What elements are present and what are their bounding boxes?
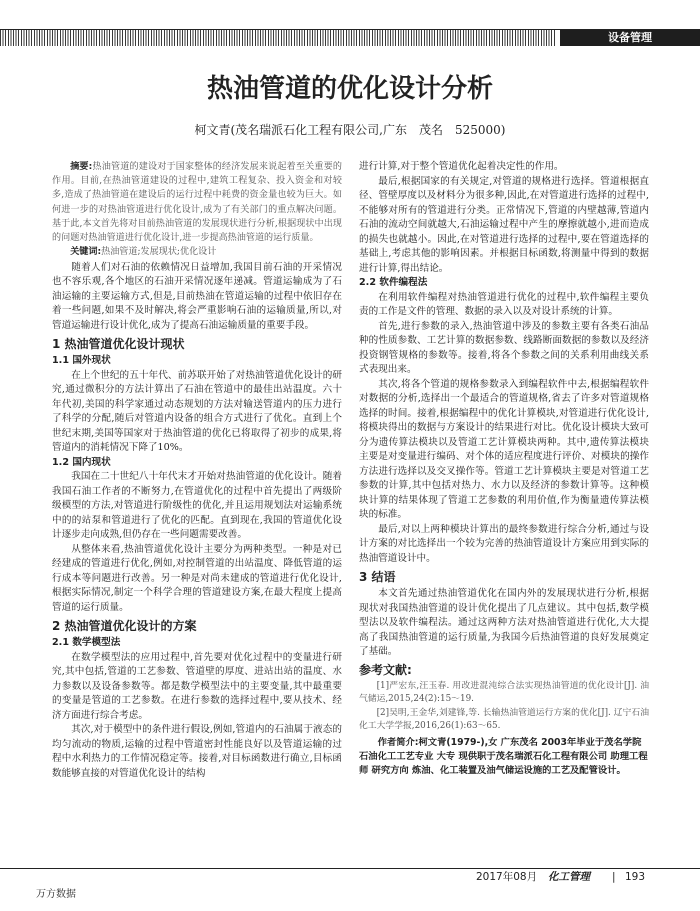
author-bio: 作者简介:柯文青(1979-),女 广东茂名 2003年毕业于茂名学院石油化工工艺专业 大专 现供职于茂名瑞派石化工程有限公司 助理工程师 研究方向 炼油、化工装置及油气储运设施的工艺及配管设计。 — [359, 736, 648, 776]
keywords-text: 热油管道;发展现状;优化设计 — [101, 247, 217, 258]
abstract-label: 摘要: — [70, 162, 93, 172]
section-tag: 设备管理 — [560, 30, 700, 46]
right-column — [359, 160, 649, 850]
header-hatch-bar — [0, 30, 556, 46]
page-number: 193 — [625, 871, 646, 883]
references-heading: 参考文献: — [359, 662, 412, 677]
reference-1: [1]严宏东,汪玉春. 用改进混沌综合法实现热油管道的优化设计[J]. 油气储运,2015,24(2):15～19. — [359, 680, 649, 704]
intro-paragraph: 随着人们对石油的依赖情况日益增加,我国目前石油的开采情况也不容乐观,各个地区的石油开采情况逐年递减。管道运输成为了石油运输的主要运输方式,但是,目前热油在管道运输的过程中依旧存在着一些问题,如果不及时解决,将会严重影响石油的运输质量,所以,对管道运输进行设计优化,成为了提高石油运输质量的重要手段。 — [52, 261, 342, 331]
section-1-2-paragraph-a: 我国在二十世纪八十年代末才开始对热油管道的优化设计。随着我国石油工作者的不断努力,在管道优化的过程中首先提出了两级阶级模型的方法,对管道进行阶级性的优化,并且运用规划法对运输系统中的的站泵和管道进行了优化的匹配。直到现在,我国的管道优化设计逐步走向成熟,但仍存在一些问题需要改善。 — [52, 471, 342, 541]
section-1-2-heading: 1.2 国内现状 — [52, 456, 111, 468]
keywords-label: 关键词: — [70, 247, 102, 258]
article-authors: 柯文青(茂名瑞派石化工程有限公司,广东 茂名 525000) — [194, 123, 506, 137]
footer-rule — [0, 868, 700, 869]
watermark-text: 万方数据 — [36, 889, 76, 900]
section-2-heading: 2 热油管道优化设计的方案 — [52, 619, 197, 634]
section-1-heading: 1 热油管道优化设计现状 — [52, 337, 185, 352]
conclusion-paragraph: 本文首先通过热油管道优化在国内外的发展现状进行分析,根据现状对我国热油管道的设计优化提出了几点建议。其中包括,数学模型法以及软件编程法。通过这两种方法对热油管道进行优化,大大提高了我国热油管道的运行质量,为我国今后热油管道的良好发展奠定了基础。 — [359, 588, 649, 657]
section-1-1-heading: 1.1 国外现状 — [52, 355, 111, 367]
abstract-text: 热油管道的建设对于国家整体的经济发展来说起着至关重要的作用。目前,在热油管道建设的过程中,建筑工程复杂、投入资金和对较多,造成了热油管道在建设后的运行过程中耗费的资金量也较为巨大。如何进一步的对热油管道进行优化设计,成为了有关部门的重点解决问题。基于此,本文首先将对目前热油管道的发展现状进行分析,根据现状中出现的问题对热油管道进行优化设计,进一步提高热油管道的运行质量。 — [52, 162, 342, 244]
reference-2: [2]吴明,王金华,刘建锋,等. 长输热油管道运行方案的优化[J]. 辽宁石油化工大学学报,2016,26(1):63～65. — [359, 707, 649, 731]
section-1-1-paragraph: 在上个世纪的五十年代、前苏联开始了对热油管道优化设计的研究,通过微积分的方法计算出了石油在管道中的最佳出站温度。六十年代初,美国的科学家通过动态规划的方法对输送管道内的压力进行了科学的分配,随后对管道内设备的组合方式进行了优化。直到上个世纪末期,美国等国家对于热油管道的优化已将取得了初步的成果,将管道内的消耗情况下降了10%。 — [52, 369, 342, 454]
section-2-2-paragraph-d: 最后,对以上两种模块计算出的最终参数进行综合分析,通过与设计方案的对比选择出一个较为完善的热油管道设计方案应用到实际的热油管道设计中。 — [359, 523, 649, 564]
section-2-1-heading: 2.1 数学模型法 — [52, 637, 121, 649]
abstract — [52, 160, 342, 245]
section-1-2-paragraph-b: 从整体来看,热油管道优化设计主要分为两种类型。一种是对已经建成的管道进行优化,例如,对控制管道的出站温度、降低管道的运行成本等问题进行改善。另一种是对尚未建成的管道进行优化设计,根据实际情况,制定一个科学合理的管道建设方案,在最大程度上提高管道的运行质量。 — [52, 543, 342, 613]
section-2-2-heading: 2.2 软件编程法 — [359, 277, 428, 288]
section-2-2-paragraph-a: 在利用软件编程对热油管道进行优化的过程中,软件编程主要负责的工作是文件的管理、数据的录入以及对设计系统的计算。 — [359, 291, 649, 317]
section-2-1-paragraph-b: 其次,对于模型中的条件进行假设,例如,管道内的石油属于液态的均匀流动的物质,运输的过程中管道密封性能良好以及管道运输的过程中水利热力的工作情况稳定等。接着,对目标函数进行确立,目标函数能够直接的对管道优化设计的结构 — [52, 724, 342, 779]
pipe-spec-paragraph: 最后,根据国家的有关规定,对管道的规格进行选择。管道根据直径、管壁厚度以及材料分为很多种,因此,在对管道进行选择的过程中,不能够对所有的管道进行分类。正常情况下,管道的内壁越薄,管道内石油的流动空间就越大,石油运输过程中产生的摩擦就越小,进而造成的损失也就越小。因此,在对管道进行选择的过程中,要在管道选择的基础上,考虑其他的影响因素。并根据目标函数,将测量中得到的数据进行计算,得出结论。 — [359, 175, 649, 274]
footer-journal-name: 化工管理 — [548, 871, 590, 883]
footer-date: 2017年08月 — [476, 871, 538, 883]
left-column — [52, 160, 342, 872]
footer-separator: | — [612, 871, 616, 883]
section-2-2-paragraph-b: 首先,进行参数的录入,热油管道中涉及的参数主要有各类石油品种的性质参数、工艺计算的数据参数、线路断面数据的参数以及经济投资钢管规格的参数等。接着,将各个参数之间的关系利用曲线关系式表现出来。 — [359, 320, 649, 375]
continued-paragraph: 进行计算,对于整个管道优化起着决定性的作用。 — [359, 161, 564, 172]
section-3-heading: 3 结语 — [359, 570, 396, 584]
section-2-1-paragraph-a: 在数学模型法的应用过程中,首先要对优化过程中的变量进行研究,其中包括,管道的工艺参数、管道壁的厚度、进站出站的温度、水力参数以及设备参数等。都是数学模型法中的主要变量,其中最重要的变量是管道的工艺参数。在进行参数的选择过程中,要从技术、经济方面进行综合考虑。 — [52, 651, 342, 721]
keywords — [52, 245, 342, 260]
article-title: 热油管道的优化设计分析 — [206, 74, 493, 104]
section-2-2-paragraph-c: 其次,将各个管道的规格参数录入到编程软件中去,根据编程软件对数据的分析,选择出一个最适合的管道规格,省去了许多对管道规格选择的时间。接着,根据编程中的优化计算模块,对管道进行优化设计,将模块得出的数据与方案设计的结果进行对比。优化设计模块大致可分为遗传算法模块以及管道工艺计算模块两种。其中,遗传算法模块主要是对变量进行编码、对个体的适应程度进行评价、对模块的操作方法进行选择以及交叉操作等。管道工艺计算模块主要是对管道工艺参数的计算,其中包括对热力、水力以及经济的参数计算等。这种模块计算的结果体现了管道工艺参数的利用价值,作为衡量遗传算法模块的标准。 — [359, 378, 649, 520]
